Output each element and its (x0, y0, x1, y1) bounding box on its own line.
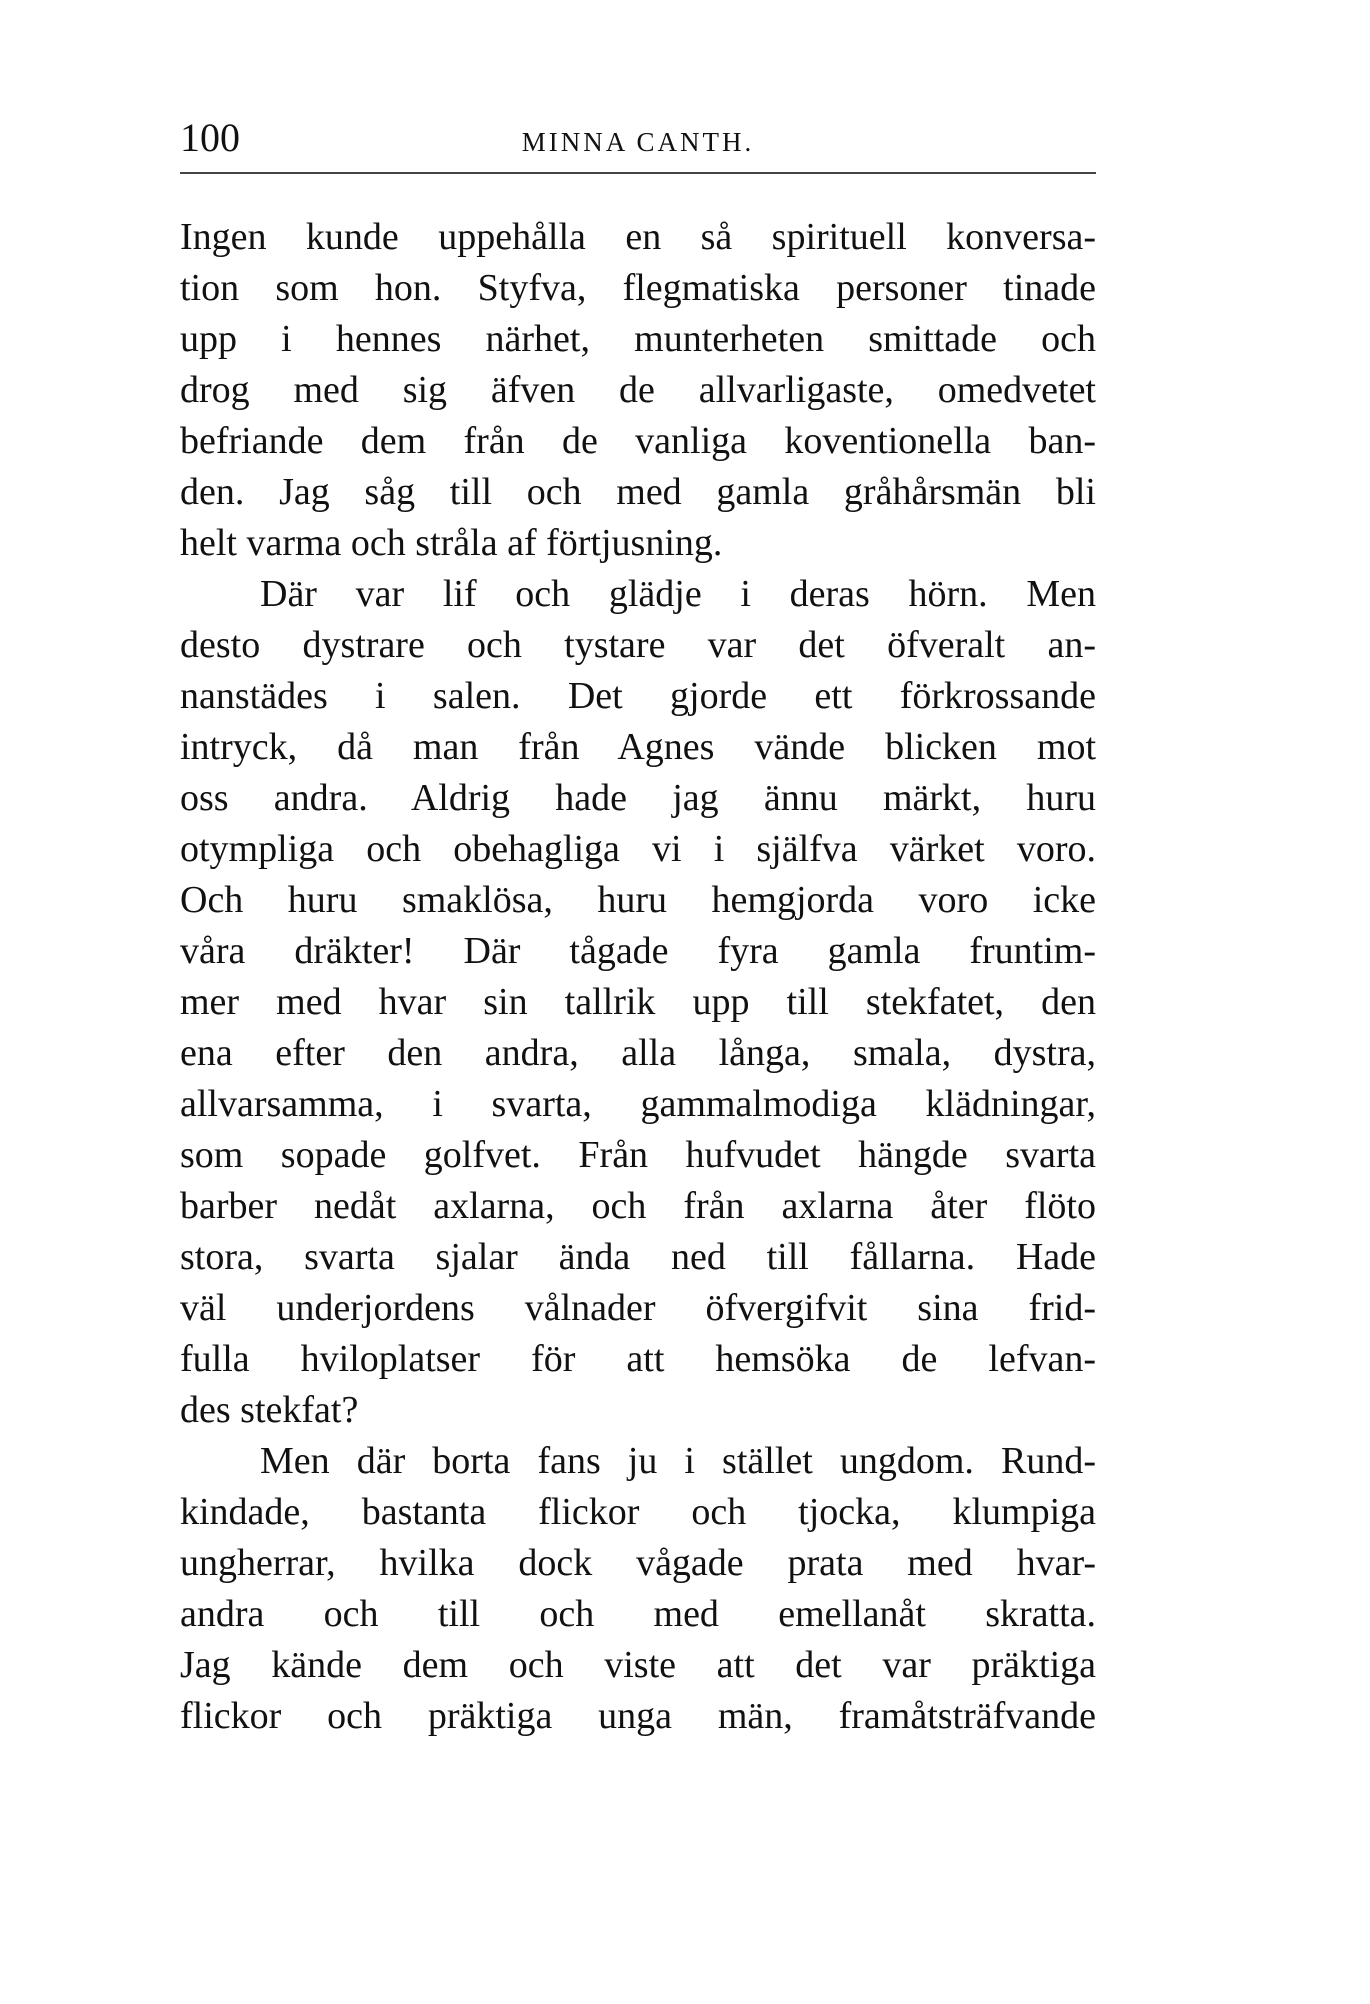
text-line: stora, svarta sjalar ända ned till fållarna. Hade (180, 1236, 1096, 1278)
text-line: ena efter den andra, alla långa, smala, dystra, (180, 1032, 1096, 1074)
text-line: tion som hon. Styfva, flegmatiska personer tinade (180, 267, 1096, 309)
text-line: Jag kände dem och viste att det var präktiga (180, 1644, 1096, 1686)
text-line: flickor och präktiga unga män, framåtsträfvande (180, 1695, 1096, 1737)
text-line: våra dräkter! Där tågade fyra gamla fruntim- (180, 930, 1096, 972)
text-line: otympliga och obehagliga vi i själfva värket voro. (180, 828, 1096, 870)
paragraph (180, 569, 1096, 1436)
page-number: 100 (180, 115, 240, 160)
header-rule (180, 172, 1096, 174)
text-line: fulla hviloplatser för att hemsöka de lefvan- (180, 1338, 1096, 1380)
paragraph (180, 1436, 1096, 1742)
text-line: helt varma och stråla af förtjusning. (180, 522, 723, 564)
text-line: Där var lif och glädje i deras hörn. Men (260, 573, 1096, 615)
text-line: desto dystrare och tystare var det öfveralt an- (180, 624, 1096, 666)
text-line: oss andra. Aldrig hade jag ännu märkt, huru (180, 777, 1096, 819)
text-line: allvarsamma, i svarta, gammalmodiga klädningar, (180, 1083, 1096, 1125)
body-text (180, 212, 1096, 1742)
page-header (180, 108, 1096, 168)
text-line: upp i hennes närhet, munterheten smittade och (180, 318, 1096, 360)
text-line: drog med sig äfven de allvarligaste, omedvetet (180, 369, 1096, 411)
text-line: väl underjordens vålnader öfvergifvit sina frid- (180, 1287, 1096, 1329)
text-line: andra och till och med emellanåt skratta. (180, 1593, 1096, 1635)
text-line: des stekfat? (180, 1389, 359, 1431)
text-line: befriande dem från de vanliga koventionella ban- (180, 420, 1096, 462)
text-line: Ingen kunde uppehålla en så spirituell konversa- (180, 216, 1096, 258)
running-head: MINNA CANTH. (521, 127, 755, 157)
text-line: kindade, bastanta flickor och tjocka, klumpiga (180, 1491, 1096, 1533)
paragraph (180, 212, 1096, 569)
text-line: Men där borta fans ju i stället ungdom. Rund- (260, 1440, 1096, 1482)
text-line: den. Jag såg till och med gamla gråhårsmän bli (180, 471, 1096, 513)
text-line: mer med hvar sin tallrik upp till stekfatet, den (180, 981, 1096, 1023)
text-line: barber nedåt axlarna, och från axlarna åter flöto (180, 1185, 1096, 1227)
text-line: Och huru smaklösa, huru hemgjorda voro icke (180, 879, 1096, 921)
text-line: som sopade golfvet. Från hufvudet hängde svarta (180, 1134, 1096, 1176)
text-line: ungherrar, hvilka dock vågade prata med hvar- (180, 1542, 1096, 1584)
text-line: intryck, då man från Agnes vände blicken mot (180, 726, 1096, 768)
text-line: nanstädes i salen. Det gjorde ett förkrossande (180, 675, 1096, 717)
